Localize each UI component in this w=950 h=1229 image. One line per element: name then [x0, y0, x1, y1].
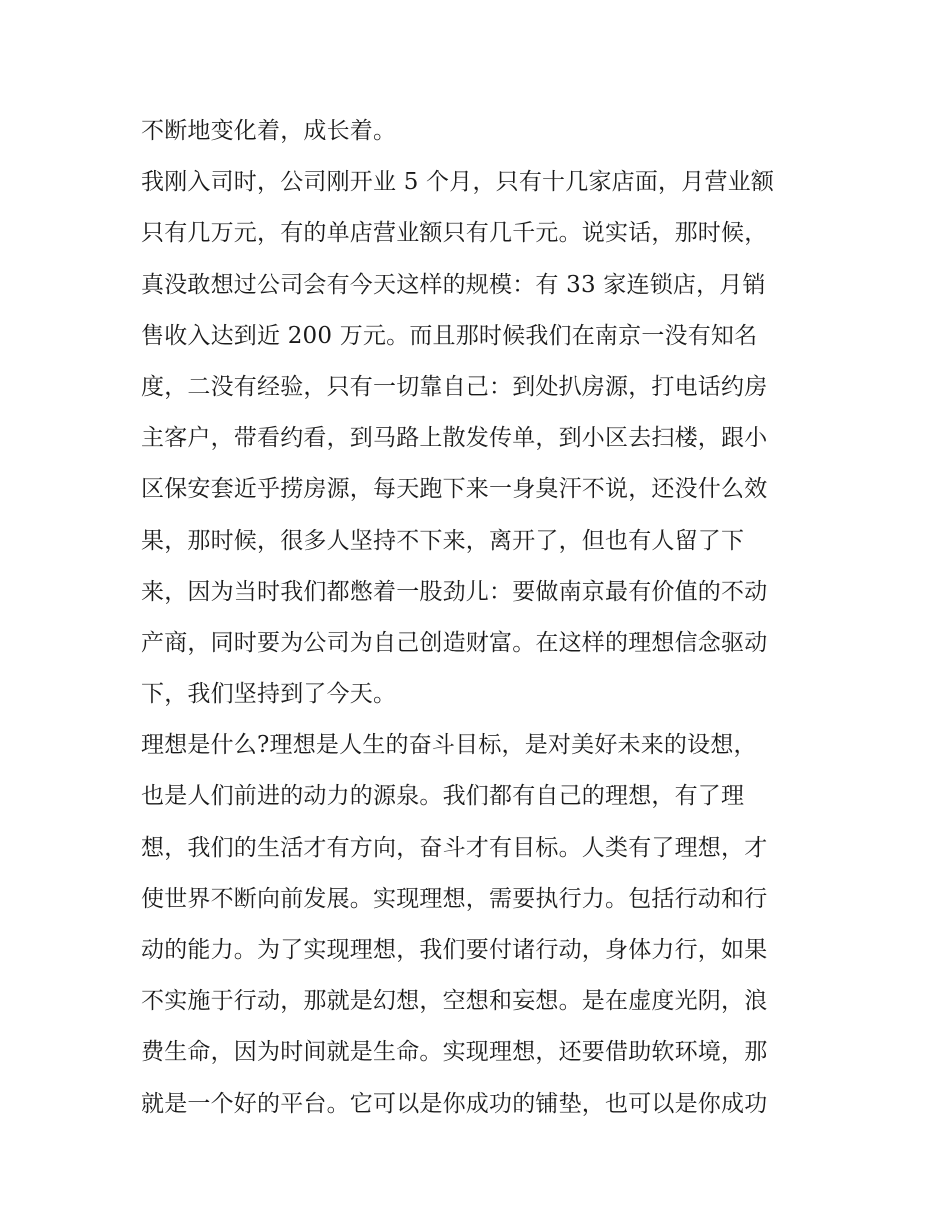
text-line: 不实施于行动，那就是幻想，空想和妄想。是在虚度光阴，浪	[141, 988, 768, 1015]
text-line: 动的能力。为了实现理想，我们要付诸行动，身体力行，如果	[141, 937, 768, 963]
text-line: 也是人们前进的动力的源泉。我们都有自己的理想，有了理	[141, 783, 745, 810]
text-line: 果，那时候，很多人坚持不下来，离开了，但也有人留了下	[141, 527, 745, 554]
text-line: 我刚入司时，公司刚开业 5 个月，只有十几家店面，月营业额	[141, 169, 775, 196]
text-line: 真没敢想过公司会有今天这样的规模：有 33 家连锁店，月销	[141, 271, 766, 298]
body-text	[141, 106, 821, 1130]
text-line: 度，二没有经验，只有一切靠自己：到处扒房源，打电话约房	[141, 373, 768, 400]
text-line: 理想是什么?理想是人生的奋斗目标，是对美好未来的设想，	[141, 732, 757, 759]
text-line: 售收入达到近 200 万元。而且那时候我们在南京一没有知名	[141, 322, 758, 349]
text-line: 想，我们的生活才有方向，奋斗才有目标。人类有了理想，才	[141, 834, 768, 861]
text-line: 来，因为当时我们都憋着一股劲儿：要做南京最有价值的不动	[141, 578, 768, 605]
text-line: 就是一个好的平台。它可以是你成功的铺垫，也可以是你成功	[141, 1090, 768, 1117]
text-line: 主客户，带看约看，到马路上散发传单，到小区去扫楼，跟小	[141, 425, 768, 452]
text-line: 不断地变化着，成长着。	[141, 118, 397, 144]
text-line: 产商，同时要为公司为自己创造财富。在这样的理想信念驱动	[141, 629, 768, 656]
text-line: 使世界不断向前发展。实现理想，需要执行力。包括行动和行	[141, 885, 768, 912]
text-line: 区保安套近乎捞房源，每天跑下来一身臭汗不说，还没什么效	[141, 476, 768, 503]
text-line: 费生命，因为时间就是生命。实现理想，还要借助软环境，那	[141, 1039, 768, 1066]
text-line: 下，我们坚持到了今天。	[141, 681, 397, 708]
text-line: 只有几万元，有的单店营业额只有几千元。说实话，那时候，	[141, 220, 768, 247]
